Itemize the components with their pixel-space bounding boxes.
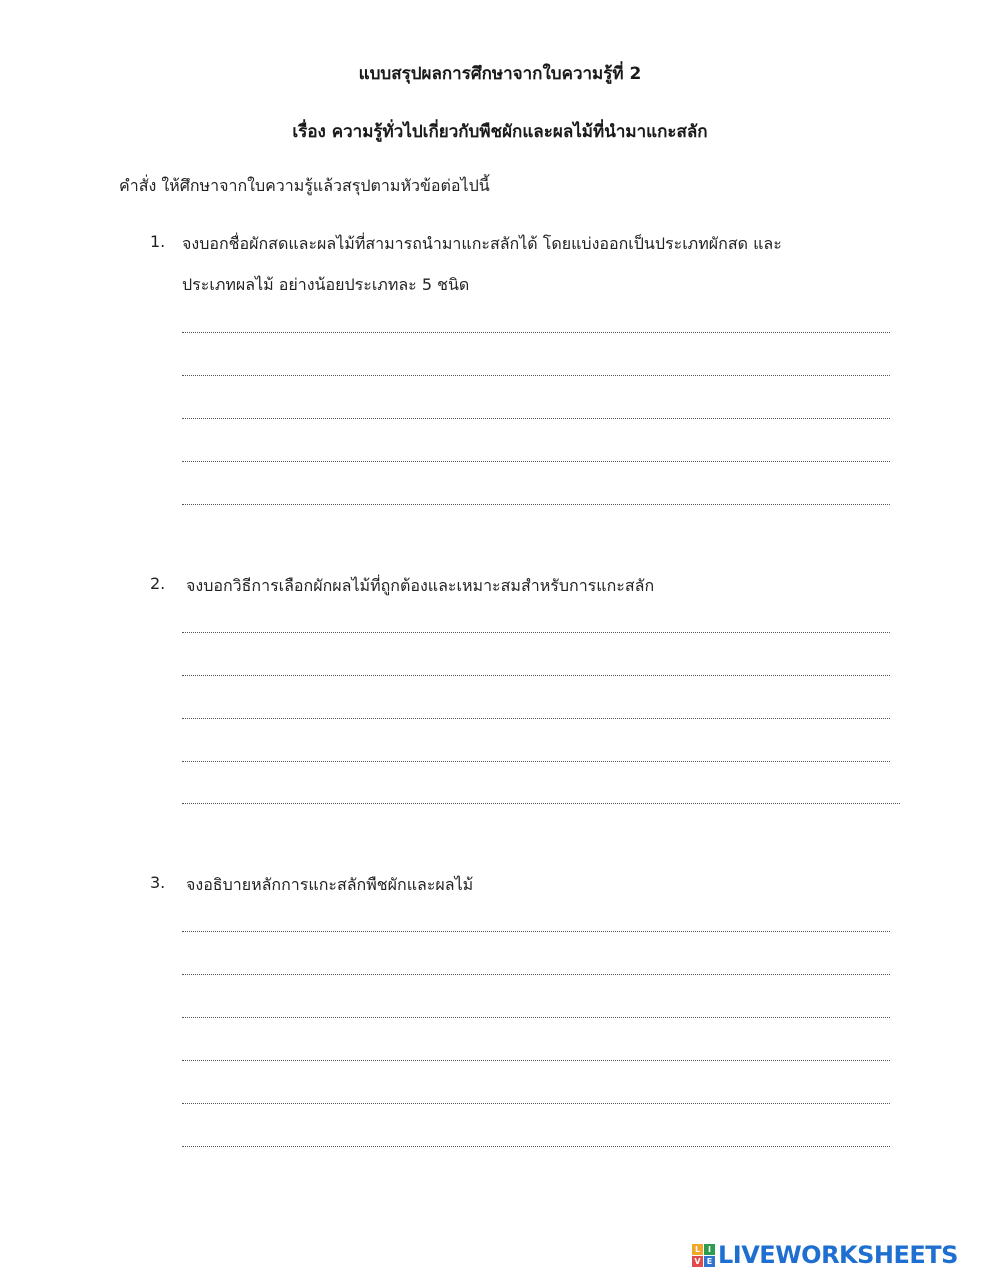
answer-line-q3-6[interactable] [182, 1146, 890, 1147]
liveworksheets-logo-icon [692, 1244, 715, 1267]
answer-line-q1-3[interactable] [182, 418, 890, 419]
worksheet-title: แบบสรุปผลการศึกษาจากใบความรู้ที่ 2 [358, 64, 642, 84]
answer-line-q3-5[interactable] [182, 1103, 890, 1104]
question-3-text: จงอธิบายหลักการแกะสลักพืชผักและผลไม้ [186, 875, 474, 894]
question-1-text-line-1: จงบอกชื่อผักสดและผลไม้ที่สามารถนำมาแกะสลักได้ โดยแบ่งออกเป็นประเภทผักสด และ [182, 234, 782, 253]
answer-line-q1-2[interactable] [182, 375, 890, 376]
answer-line-q1-1[interactable] [182, 332, 890, 333]
answer-line-q3-4[interactable] [182, 1060, 890, 1061]
logo-letter-l: L [692, 1244, 703, 1255]
answer-line-q2-4[interactable] [182, 761, 890, 762]
logo-letter-i: I [704, 1244, 715, 1255]
worksheet-subtitle: เรื่อง ความรู้ทั่วไปเกี่ยวกับพืชผักและผลไม้ที่นำมาแกะสลัก [292, 122, 708, 142]
answer-line-q3-1[interactable] [182, 931, 890, 932]
question-1-number: 1. [150, 232, 166, 251]
question-2-number: 2. [150, 574, 166, 593]
question-3-number: 3. [150, 873, 166, 892]
answer-line-q3-2[interactable] [182, 974, 890, 975]
brand-wordmark: LIVEWORKSHEETS [718, 1241, 958, 1269]
question-1-text-line-2: ประเภทผลไม้ อย่างน้อยประเภทละ 5 ชนิด [182, 275, 470, 294]
answer-line-q1-5[interactable] [182, 504, 890, 505]
logo-letter-v: V [692, 1256, 703, 1267]
answer-line-q2-5[interactable] [182, 803, 900, 804]
answer-line-q2-3[interactable] [182, 718, 890, 719]
question-2-text: จงบอกวิธีการเลือกผักผลไม้ที่ถูกต้องและเหมาะสมสำหรับการแกะสลัก [186, 576, 655, 595]
logo-letter-e: E [704, 1256, 715, 1267]
instruction-text: คำสั่ง ให้ศึกษาจากใบความรู้แล้วสรุปตามหัวข้อต่อไปนี้ [119, 176, 490, 195]
answer-line-q2-2[interactable] [182, 675, 890, 676]
answer-line-q3-3[interactable] [182, 1017, 890, 1018]
liveworksheets-brand [692, 1240, 958, 1270]
answer-line-q2-1[interactable] [182, 632, 890, 633]
answer-line-q1-4[interactable] [182, 461, 890, 462]
